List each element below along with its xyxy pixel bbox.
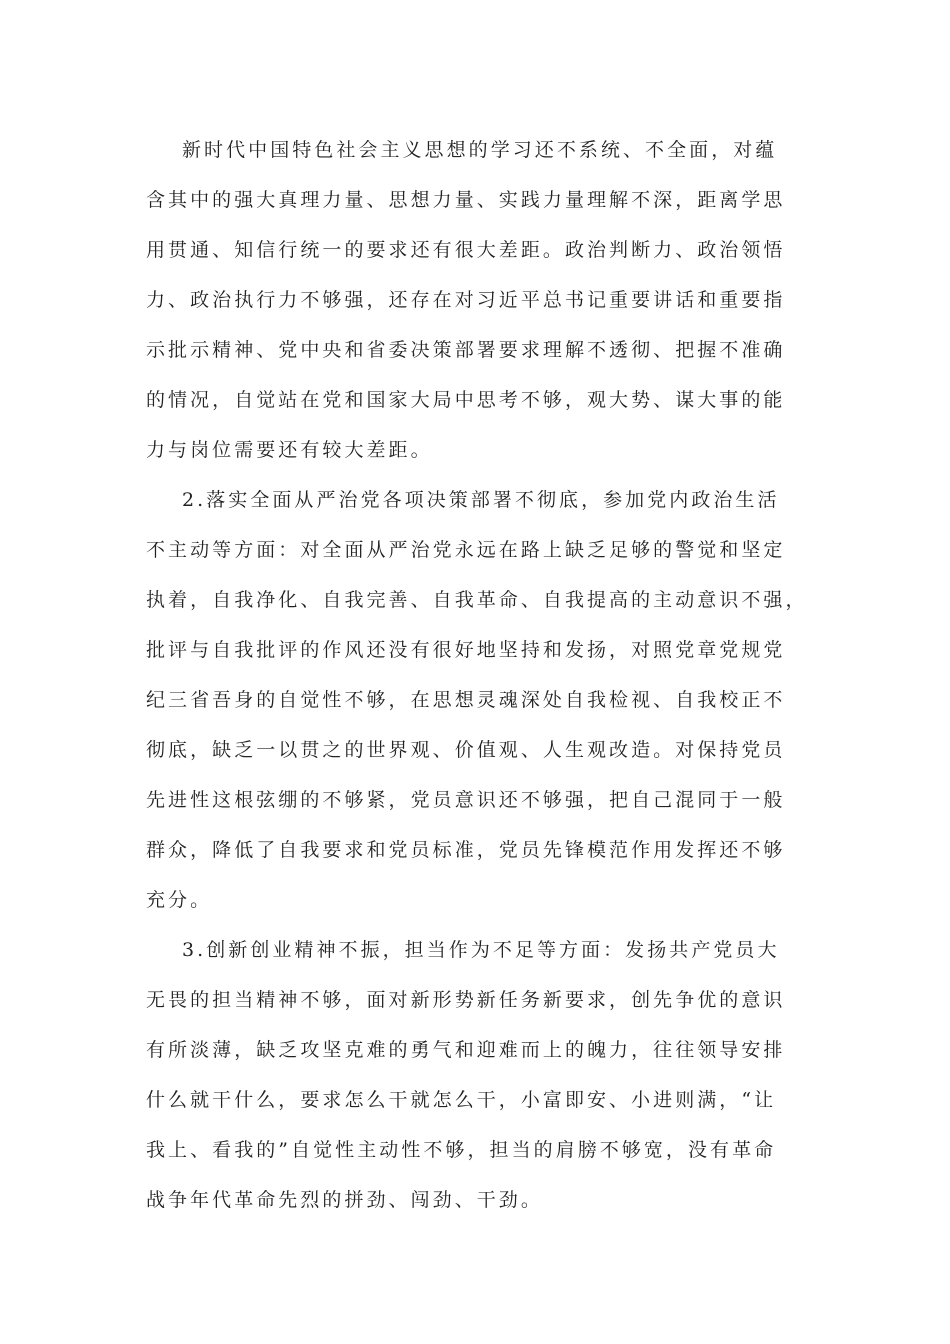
paragraph-2-line-5: 纪三省吾身的自觉性不够，在思想灵魂深处自我检视、自我校正不	[146, 689, 786, 711]
paragraph-2-line-4: 批评与自我批评的作风还没有很好地坚持和发扬，对照党章党规党	[146, 639, 786, 661]
paragraph-2-line-9: 充分。	[146, 889, 213, 911]
paragraph-1-line-4: 力、政治执行力不够强，还存在对习近平总书记重要讲话和重要指	[146, 289, 786, 311]
paragraph-3-line-1: 3.创新创业精神不振，担当作为不足等方面：发扬共产党员大	[182, 939, 780, 961]
paragraph-2-line-1: 2.落实全面从严治党各项决策部署不彻底，参加党内政治生活	[182, 489, 780, 511]
paragraph-3-line-2: 无畏的担当精神不够，面对新形势新任务新要求，创先争优的意识	[146, 989, 786, 1011]
paragraph-1-line-7: 力与岗位需要还有较大差距。	[146, 439, 433, 461]
paragraph-2-line-6: 彻底，缺乏一以贯之的世界观、价值观、人生观改造。对保持党员	[146, 739, 786, 761]
paragraph-2-line-2: 不主动等方面：对全面从严治党永远在路上缺乏足够的警觉和坚定	[146, 539, 786, 561]
paragraph-3-line-4: 什么就干什么，要求怎么干就怎么干，小富即安、小进则满，“让	[146, 1089, 777, 1111]
paragraph-2-line-3: 执着，自我净化、自我完善、自我革命、自我提高的主动意识不强，	[146, 589, 808, 611]
paragraph-1-line-1: 新时代中国特色社会主义思想的学习还不系统、不全面，对蕴	[182, 139, 778, 161]
paragraph-1-line-2: 含其中的强大真理力量、思想力量、实践力量理解不深，距离学思	[146, 189, 786, 211]
paragraph-1-line-3: 用贯通、知信行统一的要求还有很大差距。政治判断力、政治领悟	[146, 239, 786, 261]
paragraph-3-line-3: 有所淡薄，缺乏攻坚克难的勇气和迎难而上的魄力，往往领导安排	[146, 1039, 786, 1061]
paragraph-2-line-8: 群众，降低了自我要求和党员标准，党员先锋模范作用发挥还不够	[146, 839, 786, 861]
paragraph-3-line-6: 战争年代革命先烈的拼劲、闯劲、干劲。	[146, 1189, 543, 1211]
paragraph-1-line-6: 的情况，自觉站在党和国家大局中思考不够，观大势、谋大事的能	[146, 389, 786, 411]
paragraph-1-line-5: 示批示精神、党中央和省委决策部署要求理解不透彻、把握不准确	[146, 339, 786, 361]
paragraph-3-line-5: 我上、看我的”自觉性主动性不够，担当的肩膀不够宽，没有革命	[146, 1139, 777, 1161]
paragraph-2-line-7: 先进性这根弦绷的不够紧，党员意识还不够强，把自己混同于一般	[146, 789, 786, 811]
